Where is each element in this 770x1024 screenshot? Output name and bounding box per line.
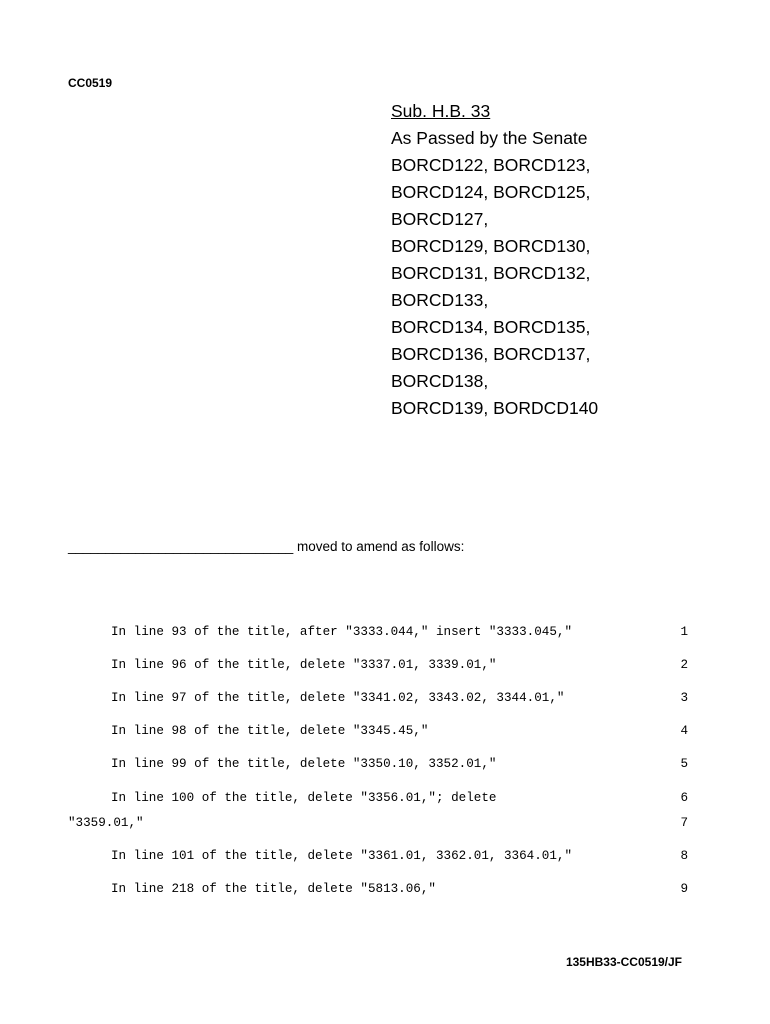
- header-line: As Passed by the Senate: [391, 128, 588, 148]
- bill-header: [391, 98, 721, 422]
- line-number: 5: [680, 757, 688, 771]
- amendment-line: In line 99 of the title, delete "3350.10, 3352.01,": [111, 757, 497, 771]
- footer-code: 135HB33-CC0519/JF: [565, 955, 682, 969]
- header-line: BORCD134, BORCD135,: [391, 317, 591, 337]
- line-number: 6: [680, 791, 688, 805]
- header-line: BORCD138,: [391, 371, 489, 391]
- line-number: 3: [680, 691, 688, 705]
- amendment-line: In line 96 of the title, delete "3337.01, 3339.01,": [111, 658, 497, 672]
- header-line: BORCD133,: [391, 290, 489, 310]
- header-line: BORCD124, BORCD125,: [391, 182, 591, 202]
- amendment-line: In line 218 of the title, delete "5813.06,": [111, 882, 436, 896]
- header-line: BORCD127,: [391, 209, 489, 229]
- line-number: 8: [680, 849, 688, 863]
- line-number: 2: [680, 658, 688, 672]
- amendment-line: In line 101 of the title, delete "3361.01, 3362.01, 3364.01,": [111, 849, 573, 863]
- amendment-line: In line 93 of the title, after "3333.044," insert "3333.045,": [111, 625, 573, 639]
- line-number: 1: [680, 625, 688, 639]
- line-number: 9: [680, 882, 688, 896]
- header-line: BORCD122, BORCD123,: [391, 155, 591, 175]
- amendment-line: In line 98 of the title, delete "3345.45,": [111, 724, 429, 738]
- header-line: BORCD136, BORCD137,: [391, 344, 591, 364]
- header-line: BORCD139, BORDCD140: [391, 398, 599, 418]
- amendment-line: In line 97 of the title, delete "3341.02, 3343.02, 3344.01,": [111, 691, 565, 705]
- motion-text: ______________________________ moved to amend as follows:: [68, 539, 465, 554]
- bill-title: Sub. H.B. 33: [391, 101, 491, 121]
- header-line: BORCD131, BORCD132,: [391, 263, 591, 283]
- amendment-line: "3359.01,": [68, 816, 144, 830]
- amendment-line: In line 100 of the title, delete "3356.01,"; delete: [111, 791, 497, 805]
- line-number: 7: [680, 816, 688, 830]
- line-number: 4: [680, 724, 688, 738]
- header-line: BORCD129, BORCD130,: [391, 236, 591, 256]
- document-id: CC0519: [68, 76, 113, 90]
